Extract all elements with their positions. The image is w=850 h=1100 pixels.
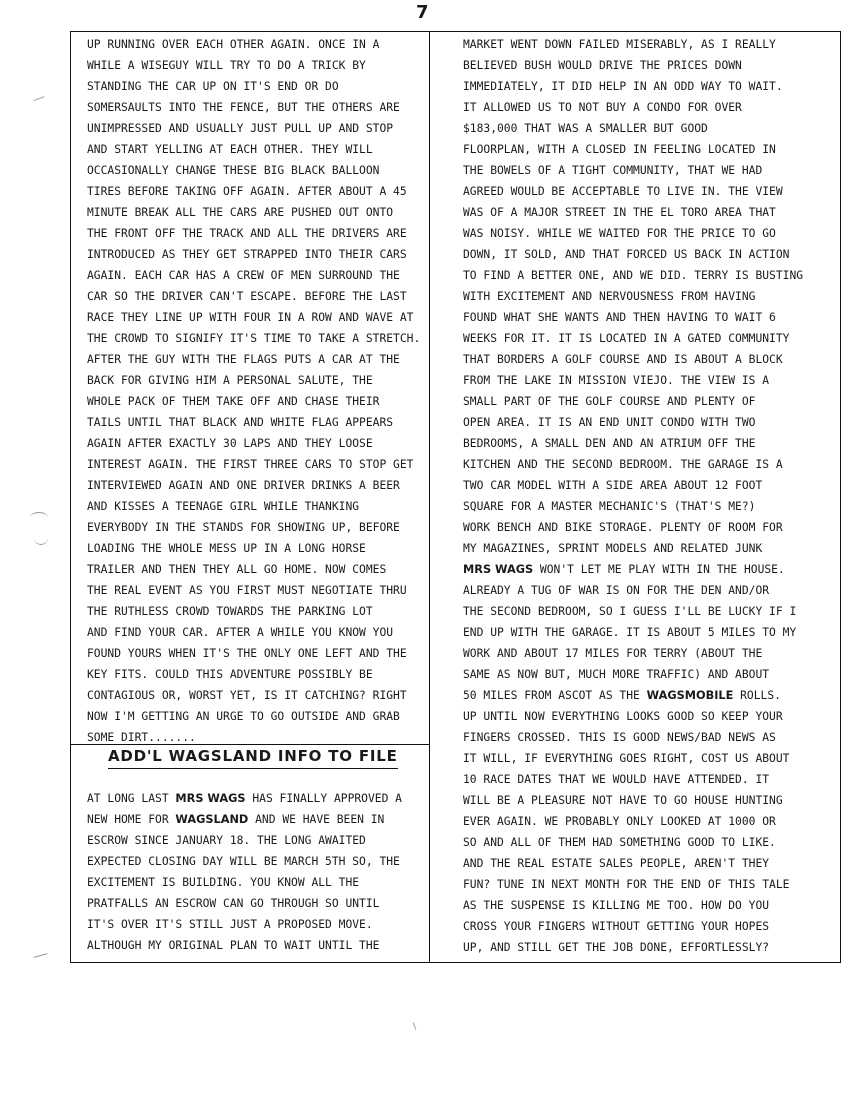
text-line: UP, AND STILL GET THE JOB DONE, EFFORTLESSLY? [463, 941, 770, 954]
text-line: NOW I'M GETTING AN URGE TO GO OUTSIDE AND GRAB [87, 710, 400, 723]
text-line: SO AND ALL OF THEM HAD SOMETHING GOOD TO LIKE. [463, 836, 776, 849]
text-line: TWO CAR MODEL WITH A SIDE AREA ABOUT 12 FOOT [463, 479, 763, 492]
text-line: PRATFALLS AN ESCROW CAN GO THROUGH SO UNTIL [87, 897, 380, 910]
text-line: THE SECOND BEDROOM, SO I GUESS I'LL BE LUCKY IF I [463, 605, 797, 618]
text-line: IT'S OVER IT'S STILL JUST A PROPOSED MOVE. [87, 918, 373, 931]
text-line: AS THE SUSPENSE IS KILLING ME TOO. HOW DO YOU [463, 899, 770, 912]
text-line: THE FRONT OFF THE TRACK AND ALL THE DRIVERS ARE [87, 227, 407, 240]
text-line: SQUARE FOR A MASTER MECHANIC'S (THAT'S ME?) [463, 500, 756, 513]
text-line: BACK FOR GIVING HIM A PERSONAL SALUTE, THE [87, 374, 373, 387]
text-line: RACE THEY LINE UP WITH FOUR IN A ROW AND WAVE AT [87, 311, 414, 324]
text-line: TIRES BEFORE TAKING OFF AGAIN. AFTER ABOUT A 45 [87, 185, 407, 198]
text-line: KITCHEN AND THE SECOND BEDROOM. THE GARAGE IS A [463, 458, 783, 471]
text-line: $183,000 THAT WAS A SMALLER BUT GOOD [463, 122, 708, 135]
text-line: TAILS UNTIL THAT BLACK AND WHITE FLAG APPEARS [87, 416, 394, 429]
text-line: SOME DIRT....... [87, 731, 196, 744]
text-line: EXPECTED CLOSING DAY WILL BE MARCH 5TH SO, THE [87, 855, 400, 868]
text-line: DOWN, IT SOLD, AND THAT FORCED US BACK IN ACTION [463, 248, 790, 261]
text-line: TRAILER AND THEN THEY ALL GO HOME. NOW COMES [87, 563, 387, 576]
text-line: CAR SO THE DRIVER CAN'T ESCAPE. BEFORE THE LAST [87, 290, 407, 303]
text-line: WEEKS FOR IT. IT IS LOCATED IN A GATED COMMUNITY [463, 332, 790, 345]
text-line: AFTER THE GUY WITH THE FLAGS PUTS A CAR AT THE [87, 353, 400, 366]
text-line: ALTHOUGH MY ORIGINAL PLAN TO WAIT UNTIL THE [87, 939, 380, 952]
right-column-text [463, 34, 835, 958]
text-line: FUN? TUNE IN NEXT MONTH FOR THE END OF THIS TALE [463, 878, 790, 891]
text-line: STANDING THE CAR UP ON IT'S END OR DO [87, 80, 339, 93]
text-line: FLOORPLAN, WITH A CLOSED IN FEELING LOCATED IN [463, 143, 776, 156]
text-line: ALREADY A TUG OF WAR IS ON FOR THE DEN AND/OR [463, 584, 770, 597]
text-line: AND THE REAL ESTATE SALES PEOPLE, AREN'T THEY [463, 857, 770, 870]
section-heading: ADD'L WAGSLAND INFO TO FILE [108, 747, 398, 765]
text-line: THE CROWD TO SIGNIFY IT'S TIME TO TAKE A STRETCH. [87, 332, 421, 345]
scan-mark [34, 530, 48, 545]
text-line: AGAIN AFTER EXACTLY 30 LAPS AND THEY LOOSE [87, 437, 373, 450]
text-line: INTRODUCED AS THEY GET STRAPPED INTO THEIR CARS [87, 248, 407, 261]
text-line: WORK BENCH AND BIKE STORAGE. PLENTY OF ROOM FOR [463, 521, 783, 534]
text-line: AT LONG LAST MRS WAGS HAS FINALLY APPROVED A [87, 792, 402, 805]
text-line: UP UNTIL NOW EVERYTHING LOOKS GOOD SO KEEP YOUR [463, 710, 783, 723]
text-line: AGREED WOULD BE ACCEPTABLE TO LIVE IN. THE VIEW [463, 185, 783, 198]
text-line: THAT BORDERS A GOLF COURSE AND IS ABOUT A BLOCK [463, 353, 783, 366]
text-line: WILL BE A PLEASURE NOT HAVE TO GO HOUSE HUNTING [463, 794, 783, 807]
text-line: EXCITEMENT IS BUILDING. YOU KNOW ALL THE [87, 876, 360, 889]
text-line: MRS WAGS WON'T LET ME PLAY WITH IN THE HOUSE. [463, 563, 785, 576]
text-line: KEY FITS. COULD THIS ADVENTURE POSSIBLY BE [87, 668, 373, 681]
text-line: IT ALLOWED US TO NOT BUY A CONDO FOR OVER [463, 101, 742, 114]
page-number: 7 [416, 2, 429, 23]
text-line: BELIEVED BUSH WOULD DRIVE THE PRICES DOWN [463, 59, 742, 72]
text-line: OCCASIONALLY CHANGE THESE BIG BLACK BALLOON [87, 164, 380, 177]
left-column-text [87, 34, 425, 748]
text-line: ESCROW SINCE JANUARY 18. THE LONG AWAITED [87, 834, 366, 847]
scan-mark [413, 1022, 418, 1030]
text-line: WITH EXCITEMENT AND NERVOUSNESS FROM HAVING [463, 290, 756, 303]
text-line: WAS NOISY. WHILE WE WAITED FOR THE PRICE TO GO [463, 227, 776, 240]
text-line: UNIMPRESSED AND USUALLY JUST PULL UP AND STOP [87, 122, 394, 135]
text-line: OPEN AREA. IT IS AN END UNIT CONDO WITH TWO [463, 416, 756, 429]
text-line: CONTAGIOUS OR, WORST YET, IS IT CATCHING? RIGHT [87, 689, 407, 702]
text-line: UP RUNNING OVER EACH OTHER AGAIN. ONCE IN A [87, 38, 380, 51]
text-line: WORK AND ABOUT 17 MILES FOR TERRY (ABOUT THE [463, 647, 763, 660]
text-line: MINUTE BREAK ALL THE CARS ARE PUSHED OUT ONTO [87, 206, 394, 219]
text-line: INTERVIEWED AGAIN AND ONE DRIVER DRINKS A BEER [87, 479, 400, 492]
text-line: IMMEDIATELY, IT DID HELP IN AN ODD WAY TO WAIT. [463, 80, 783, 93]
text-line: AND KISSES A TEENAGE GIRL WHILE THANKING [87, 500, 360, 513]
text-line: MY MAGAZINES, SPRINT MODELS AND RELATED JUNK [463, 542, 763, 555]
column-divider [429, 31, 430, 963]
scan-mark [33, 96, 47, 107]
text-line: THE RUTHLESS CROWD TOWARDS THE PARKING LOT [87, 605, 373, 618]
text-line: FROM THE LAKE IN MISSION VIEJO. THE VIEW IS A [463, 374, 770, 387]
text-line: EVERYBODY IN THE STANDS FOR SHOWING UP, BEFORE [87, 521, 400, 534]
text-line: WAS OF A MAJOR STREET IN THE EL TORO AREA THAT [463, 206, 776, 219]
text-line: 50 MILES FROM ASCOT AS THE WAGSMOBILE ROLLS. [463, 689, 781, 702]
text-line: THE REAL EVENT AS YOU FIRST MUST NEGOTIATE THRU [87, 584, 407, 597]
text-line: END UP WITH THE GARAGE. IT IS ABOUT 5 MILES TO MY [463, 626, 797, 639]
text-line: FINGERS CROSSED. THIS IS GOOD NEWS/BAD NEWS AS [463, 731, 776, 744]
scan-mark [34, 953, 49, 961]
text-line: INTEREST AGAIN. THE FIRST THREE CARS TO STOP GET [87, 458, 414, 471]
scan-mark [30, 512, 48, 523]
text-line: MARKET WENT DOWN FAILED MISERABLY, AS I REALLY [463, 38, 776, 51]
text-line: SOMERSAULTS INTO THE FENCE, BUT THE OTHERS ARE [87, 101, 400, 114]
text-line: AND START YELLING AT EACH OTHER. THEY WILL [87, 143, 373, 156]
text-line: NEW HOME FOR WAGSLAND AND WE HAVE BEEN IN [87, 813, 385, 826]
text-line: FOUND WHAT SHE WANTS AND THEN HAVING TO WAIT 6 [463, 311, 776, 324]
text-line: THE BOWELS OF A TIGHT COMMUNITY, THAT WE HAD [463, 164, 763, 177]
text-line: BEDROOMS, A SMALL DEN AND AN ATRIUM OFF THE [463, 437, 756, 450]
text-line: SAME AS NOW BUT, MUCH MORE TRAFFIC) AND ABOUT [463, 668, 770, 681]
text-line: WHOLE PACK OF THEM TAKE OFF AND CHASE THEIR [87, 395, 380, 408]
text-line: LOADING THE WHOLE MESS UP IN A LONG HORSE [87, 542, 366, 555]
text-line: WHILE A WISEGUY WILL TRY TO DO A TRICK BY [87, 59, 366, 72]
text-line: FOUND YOURS WHEN IT'S THE ONLY ONE LEFT AND THE [87, 647, 407, 660]
text-line: IT WILL, IF EVERYTHING GOES RIGHT, COST US ABOUT [463, 752, 790, 765]
section-heading-underline [108, 768, 398, 769]
text-line: CROSS YOUR FINGERS WITHOUT GETTING YOUR HOPES [463, 920, 770, 933]
section-body-text [87, 788, 425, 956]
text-line: AND FIND YOUR CAR. AFTER A WHILE YOU KNOW YOU [87, 626, 394, 639]
text-line: 10 RACE DATES THAT WE WOULD HAVE ATTENDED. IT [463, 773, 770, 786]
text-line: TO FIND A BETTER ONE, AND WE DID. TERRY IS BUSTING [463, 269, 804, 282]
text-line: EVER AGAIN. WE PROBABLY ONLY LOOKED AT 1000 OR [463, 815, 776, 828]
text-line: SMALL PART OF THE GOLF COURSE AND PLENTY OF [463, 395, 756, 408]
text-line: AGAIN. EACH CAR HAS A CREW OF MEN SURROUND THE [87, 269, 400, 282]
